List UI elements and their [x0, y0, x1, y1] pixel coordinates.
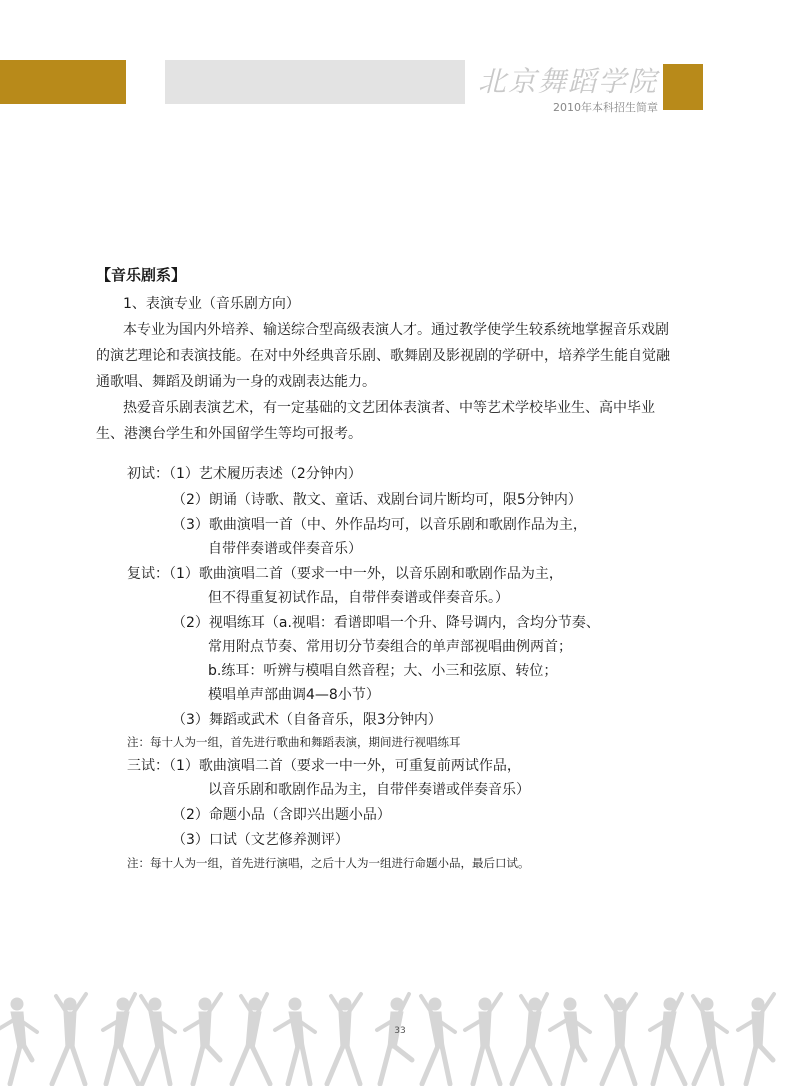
- second-round-item: （2）视唱练耳（a.视唱：看谱即唱一个升、降号调内，含均分节奏、: [172, 615, 600, 631]
- dancer-silhouette: [52, 994, 86, 1084]
- dancer-silhouette: [650, 994, 685, 1084]
- second-round-item: 常用附点节奏、常用切分节奏组合的单声部视唱曲例两首；: [208, 639, 572, 655]
- dancer-silhouette: [103, 994, 138, 1084]
- third-round-note: 注：每十人为一组，首先进行演唱，之后十人为一组进行命题小品，最后口试。: [127, 856, 530, 870]
- dancer-silhouette: [377, 994, 412, 1084]
- dancer-silhouette: [0, 998, 37, 1084]
- third-round-item: （2）命题小品（含即兴出题小品）: [172, 807, 391, 823]
- section-subheading: 1、表演专业（音乐剧方向）: [123, 296, 300, 312]
- intro-line: 的演艺理论和表演技能。在对中外经典音乐剧、歌舞剧及影视剧的学研中，培养学生能自觉融: [96, 348, 670, 364]
- dancer-silhouette: [421, 996, 455, 1084]
- dancer-silhouette: [275, 998, 315, 1084]
- dancer-silhouette: [232, 994, 270, 1084]
- dancer-silhouette: [550, 998, 590, 1084]
- second-round-item: 模唱单声部曲调4—8小节）: [208, 687, 380, 703]
- eligibility-line: 热爱音乐剧表演艺术，有一定基础的文艺团体表演者、中等艺术学校毕业生、高中毕业: [123, 400, 655, 416]
- eligibility-line: 生、港澳台学生和外国留学生等均可报考。: [96, 426, 362, 442]
- header-accent-bar-left: [0, 60, 126, 104]
- second-round-note: 注：每十人为一组，首先进行歌曲和舞蹈表演，期间进行视唱练耳: [127, 735, 461, 749]
- third-round-item: （3）口试（文艺修养测评）: [172, 832, 349, 848]
- intro-line: 本专业为国内外培养、输送综合型高级表演人才。通过教学使学生较系统地掌握音乐戏剧: [123, 322, 669, 338]
- first-round-item: 初试：（1）艺术履历表述（2分钟内）: [127, 466, 362, 482]
- dancer-silhouette: [602, 994, 636, 1084]
- section-heading: 【音乐剧系】: [96, 266, 187, 284]
- intro-line: 通歌唱、舞蹈及朗诵为一身的戏剧表达能力。: [96, 374, 376, 390]
- first-round-item: 自带伴奏谱或伴奏音乐）: [208, 541, 362, 557]
- first-round-item: （2）朗诵（诗歌、散文、童话、戏剧台词片断均可，限5分钟内）: [172, 492, 582, 508]
- third-round-item: 三试：（1）歌曲演唱二首（要求一中一外，可重复前两试作品，: [127, 758, 521, 774]
- dancer-silhouette: [185, 994, 221, 1084]
- second-round-item: 但不得重复初试作品，自带伴奏谱或伴奏音乐。）: [208, 590, 509, 606]
- dancer-silhouette: [327, 994, 361, 1084]
- third-round-item: 以音乐剧和歌剧作品为主，自带伴奏谱或伴奏音乐）: [208, 782, 530, 798]
- first-round-item: （3）歌曲演唱一首（中、外作品均可，以音乐剧和歌剧作品为主，: [172, 517, 587, 533]
- dancer-silhouette: [693, 996, 727, 1084]
- dancer-silhouette: [512, 994, 550, 1084]
- dancer-silhouette: [465, 994, 501, 1084]
- dancer-silhouette: [738, 994, 774, 1084]
- second-round-item: （3）舞蹈或武术（自备音乐，限3分钟内）: [172, 712, 442, 728]
- dancer-silhouette: [141, 996, 175, 1084]
- page-number: 33: [394, 1026, 406, 1036]
- guide-title: 2010年本科招生简章: [553, 101, 658, 114]
- second-round-item: b.练耳：听辨与模唱自然音程；大、小三和弦原、转位；: [208, 663, 558, 679]
- header-grey-band: [165, 60, 465, 104]
- second-round-item: 复试：（1）歌曲演唱二首（要求一中一外，以音乐剧和歌剧作品为主，: [127, 566, 563, 582]
- school-name-logo: 北京舞蹈学院: [477, 65, 658, 98]
- dancer-silhouettes-footer: [0, 990, 800, 1086]
- header-accent-bar-right: [663, 64, 703, 110]
